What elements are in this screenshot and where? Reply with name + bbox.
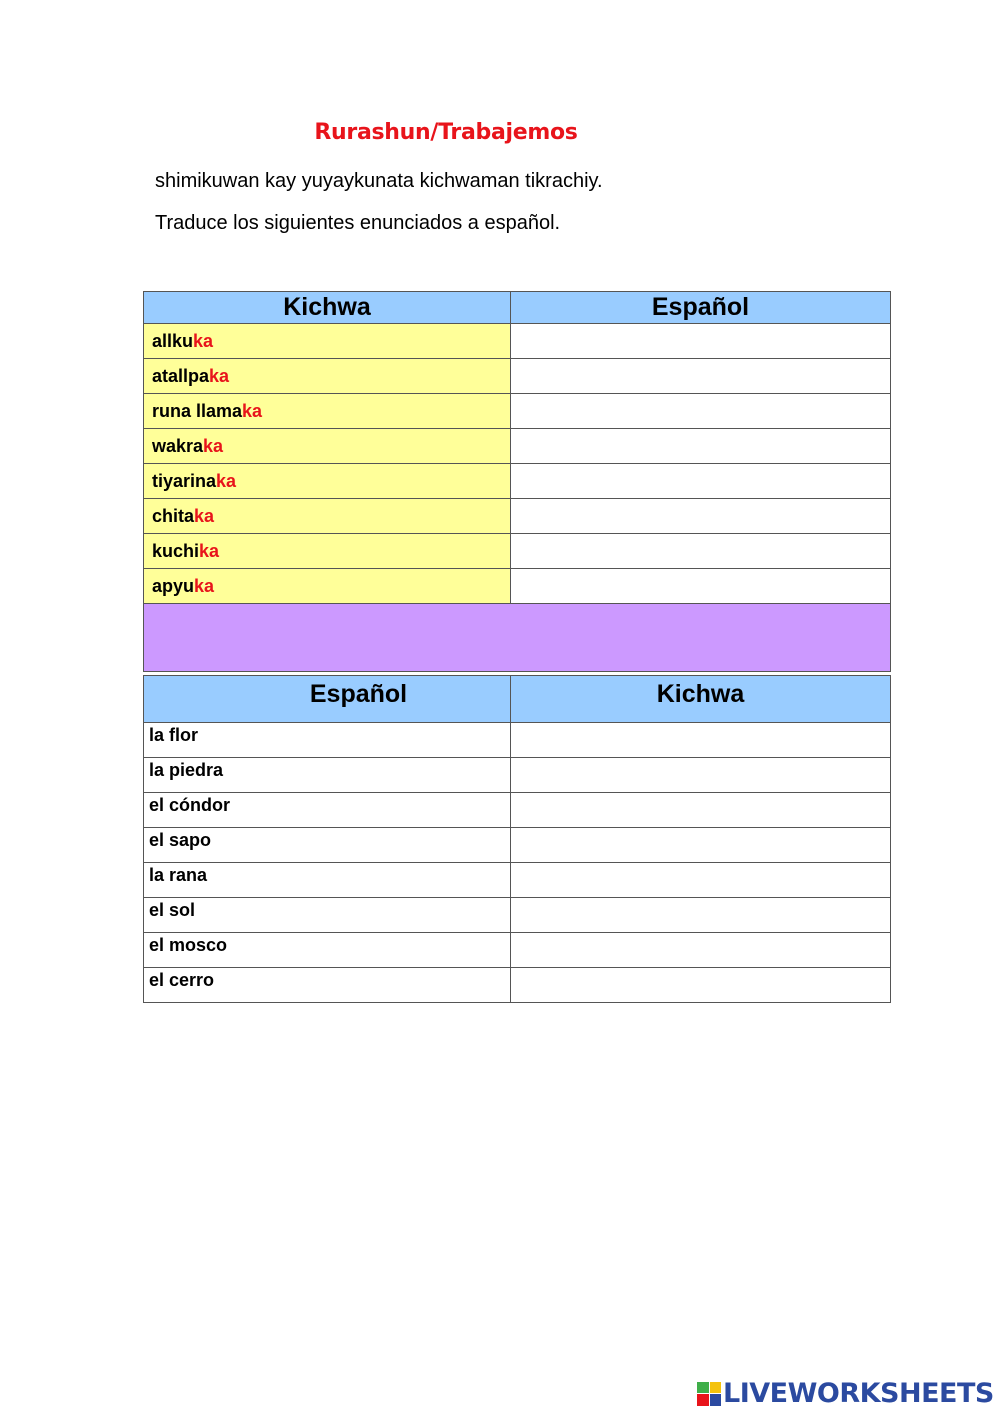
kichwa-to-spanish-table <box>143 291 891 672</box>
answer-cell[interactable] <box>511 968 891 1003</box>
answer-cell[interactable] <box>511 758 891 793</box>
answer-cell[interactable] <box>511 359 891 394</box>
answer-cell[interactable] <box>511 933 891 968</box>
liveworksheets-icon <box>697 1382 721 1406</box>
answer-cell[interactable] <box>511 569 891 604</box>
answer-cell[interactable] <box>511 534 891 569</box>
answer-cell[interactable] <box>511 723 891 758</box>
separator-band <box>144 604 891 672</box>
instruction-spanish: Traduce los siguientes enunciados a español. <box>155 212 561 234</box>
answer-cell[interactable] <box>511 324 891 359</box>
kichwa-word: atallpaka <box>144 359 511 394</box>
spanish-word: el sol <box>144 898 511 933</box>
spanish-word: el cerro <box>144 968 511 1003</box>
spanish-word: la flor <box>144 723 511 758</box>
spanish-word: la piedra <box>144 758 511 793</box>
spanish-word: el cóndor <box>144 793 511 828</box>
answer-cell[interactable] <box>511 429 891 464</box>
header-espanol-2: Español <box>144 676 511 723</box>
spanish-word: la rana <box>144 863 511 898</box>
answer-cell[interactable] <box>511 793 891 828</box>
answer-cell[interactable] <box>511 394 891 429</box>
header-espanol: Español <box>511 292 891 324</box>
kichwa-word: kuchika <box>144 534 511 569</box>
spanish-word: el sapo <box>144 828 511 863</box>
header-kichwa: Kichwa <box>144 292 511 324</box>
liveworksheets-logo <box>697 1378 994 1409</box>
liveworksheets-wordmark: LIVEWORKSHEETS <box>723 1378 994 1409</box>
spanish-to-kichwa-table <box>143 675 891 1003</box>
kichwa-word: tiyarinaka <box>144 464 511 499</box>
page-title: Rurashun/Trabajemos <box>314 120 578 145</box>
header-kichwa-2: Kichwa <box>511 676 891 723</box>
answer-cell[interactable] <box>511 499 891 534</box>
instruction-kichwa: shimikuwan kay yuyaykunata kichwaman tikrachiy. <box>155 170 603 192</box>
answer-cell[interactable] <box>511 464 891 499</box>
kichwa-word: runa llamaka <box>144 394 511 429</box>
answer-cell[interactable] <box>511 863 891 898</box>
answer-cell[interactable] <box>511 828 891 863</box>
kichwa-word: apyuka <box>144 569 511 604</box>
kichwa-word: chitaka <box>144 499 511 534</box>
kichwa-word: allkuka <box>144 324 511 359</box>
kichwa-word: wakraka <box>144 429 511 464</box>
spanish-word: el mosco <box>144 933 511 968</box>
answer-cell[interactable] <box>511 898 891 933</box>
